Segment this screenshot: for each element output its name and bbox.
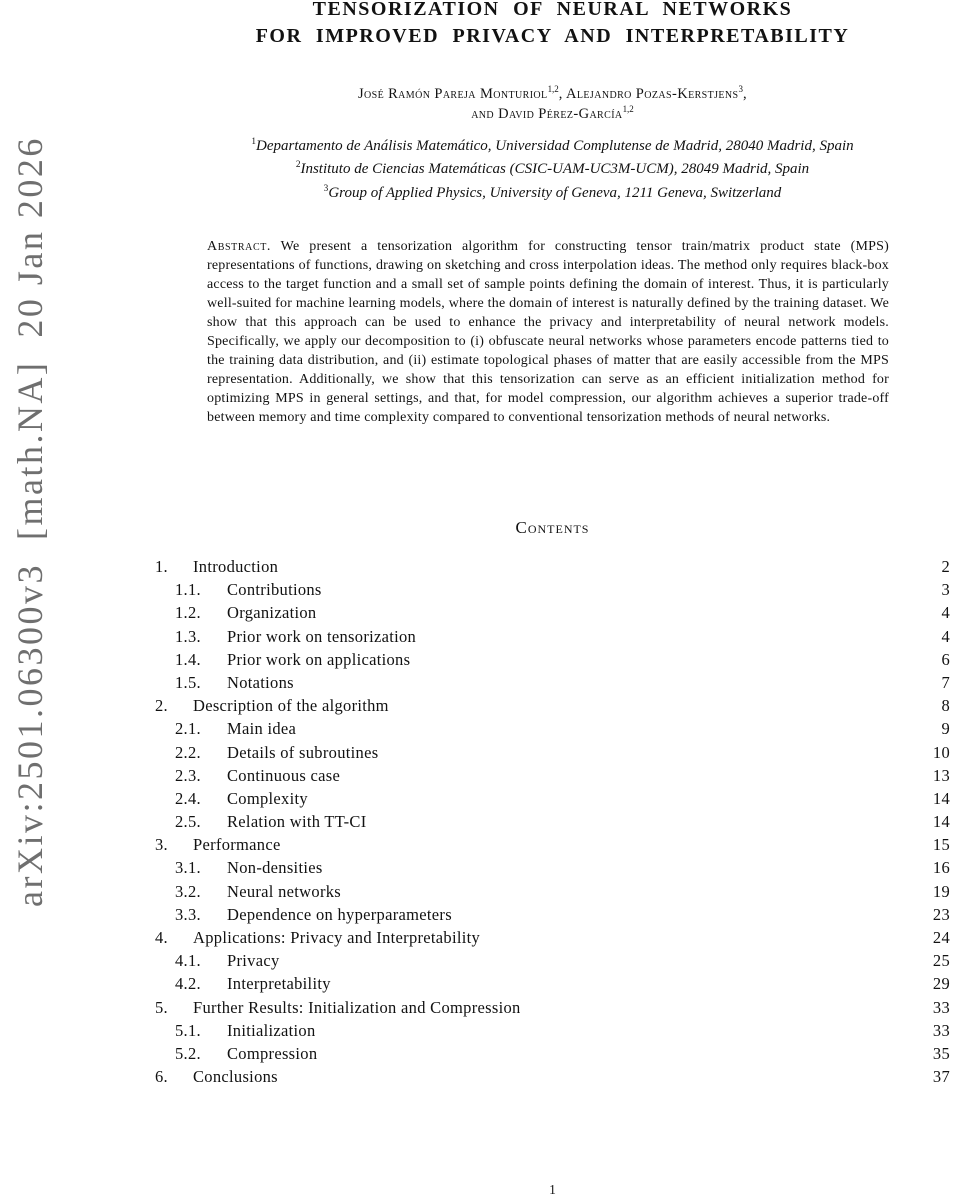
toc-entry-5-2: [155, 1042, 950, 1065]
toc-label: Non-densities: [227, 858, 323, 878]
affiliation-list: [130, 135, 956, 205]
toc-number: 2.2.: [175, 742, 201, 762]
affiliation-3-marker: 3: [323, 183, 329, 194]
toc-page: 24: [932, 928, 950, 947]
author-3: and David Pérez-García: [471, 106, 623, 122]
toc-number: 5.: [155, 997, 168, 1017]
toc-entry-1-1: [155, 578, 950, 601]
toc-label: Details of subroutines: [227, 742, 379, 762]
toc-label: Prior work on applications: [227, 649, 411, 669]
affiliation-2: [130, 158, 956, 181]
toc-entry-6: [155, 1065, 950, 1088]
abstract-text: We present a tensorization algorithm for constructing tensor train/matrix product state (MPS) representations of functions, drawing on sketching and cross interpolation ideas. The method only requires black-box access to the target function and a small set of sample points defining the domain of interest. Thus, it is particularly well-suited for machine learning models, where the domain of interest is naturally defined by the training dataset. We show that this approach can be used to enhance the privacy and interpretability of neural network models. Specifically, we apply our decomposition to (i) obfuscate neural networks whose parameters encode patterns tied to the training data distribution, and (ii) estimate topological phases of matter that are easily accessible from the MPS representation. Additionally, we show that this tensorization can serve as an efficient initialization method for optimizing MPS in general settings, and that, for model compression, our algorithm achieves a superior trade-off between memory and time complexity compared to conventional tensorization methods of neural networks.: [207, 239, 889, 425]
toc-number: 3.1.: [175, 858, 201, 878]
toc-page: 6: [941, 649, 950, 669]
author-2: Alejandro Pozas-Kerstjens: [566, 86, 739, 102]
toc-number: 1.4.: [175, 649, 201, 669]
table-of-contents: [155, 555, 950, 1088]
toc-label: Description of the algorithm: [193, 696, 389, 716]
title-line-1: TENSORIZATION OF NEURAL NETWORKS: [312, 0, 793, 20]
toc-label: Compression: [227, 1043, 318, 1063]
toc-number: 3.3.: [175, 904, 201, 924]
contents-heading: Contents: [515, 518, 590, 537]
toc-page: 33: [932, 1020, 950, 1040]
toc-label: Applications: Privacy and Interpretability: [193, 928, 481, 947]
toc-entry-1-5: [155, 671, 950, 694]
toc-label: Privacy: [227, 951, 280, 971]
toc-number: 4.1.: [175, 951, 201, 971]
toc-number: 3.2.: [175, 881, 201, 901]
toc-page: 16: [932, 858, 950, 878]
toc-page: 4: [941, 626, 950, 646]
affiliation-1-text: Departamento de Análisis Matemático, Universidad Complutense de Madrid, 28040 Madrid, Spain: [256, 138, 854, 154]
toc-page: 4: [941, 603, 950, 623]
author-list: [155, 84, 950, 124]
toc-entry-4-1: [155, 949, 950, 972]
toc-page: 9: [941, 719, 950, 739]
toc-label: Interpretability: [227, 974, 331, 994]
toc-number: 2.5.: [175, 812, 201, 832]
toc-page: 7: [941, 672, 950, 692]
toc-entry-4-2: [155, 972, 950, 995]
toc-label: Organization: [227, 603, 317, 623]
author-2-affil-marker: 3: [738, 84, 744, 95]
toc-page: 13: [932, 765, 950, 785]
toc-number: 2.: [155, 696, 168, 716]
toc-label: Relation with TT-CI: [227, 812, 367, 832]
toc-entry-1: [155, 555, 950, 578]
toc-label: Contributions: [227, 580, 322, 600]
affiliation-1: [130, 135, 956, 158]
toc-page: 10: [932, 742, 950, 762]
affiliation-3: [130, 182, 956, 205]
toc-entry-2-5: [155, 810, 950, 833]
toc-number: 2.1.: [175, 719, 201, 739]
toc-entry-3-2: [155, 880, 950, 903]
author-3-affil-marker: 1,2: [622, 104, 634, 115]
toc-page: 14: [932, 788, 950, 808]
toc-number: 2.3.: [175, 765, 201, 785]
toc-number: 1.3.: [175, 626, 201, 646]
toc-label: Introduction: [193, 557, 279, 576]
arxiv-watermark: arXiv:2501.06300v3 [math.NA] 20 Jan 2026: [10, 136, 50, 907]
affiliation-3-text: Group of Applied Physics, University of Geneva, 1211 Geneva, Switzerland: [328, 184, 782, 201]
affiliation-2-text: Instituto de Ciencias Matemáticas (CSIC-UAM-UC3M-UCM), 28049 Madrid, Spain: [300, 161, 810, 178]
toc-page: 37: [932, 1067, 950, 1087]
toc-entry-2-4: [155, 787, 950, 810]
toc-label: Performance: [193, 835, 281, 855]
toc-entry-2: [155, 694, 950, 717]
abstract: [207, 237, 889, 427]
affiliation-1-marker: 1: [251, 137, 257, 147]
page-number: 1: [549, 1182, 556, 1197]
author-separator: ,: [743, 86, 748, 102]
toc-number: 5.1.: [175, 1020, 201, 1040]
toc-page: 23: [932, 904, 950, 924]
author-1-affil-marker: 1,2: [547, 84, 559, 95]
toc-label: Continuous case: [227, 765, 341, 785]
title-line-2: FOR IMPROVED PRIVACY AND INTERPRETABILITY: [255, 25, 850, 47]
author-1: José Ramón Pareja Monturiol: [357, 86, 548, 102]
toc-label: Initialization: [227, 1020, 316, 1040]
toc-entry-5: [155, 996, 950, 1019]
toc-label: Complexity: [227, 788, 308, 808]
toc-entry-3-1: [155, 856, 950, 879]
toc-page: 29: [932, 974, 950, 994]
toc-number: 1.5.: [175, 672, 201, 692]
toc-label: Prior work on tensorization: [227, 626, 417, 646]
toc-entry-5-1: [155, 1019, 950, 1042]
authors-line-2: [155, 104, 950, 124]
toc-entry-2-1: [155, 717, 950, 740]
toc-number: 1.: [155, 557, 168, 576]
toc-number: 3.: [155, 835, 168, 855]
toc-number: 1.2.: [175, 603, 201, 623]
toc-number: 6.: [155, 1067, 168, 1087]
toc-label: Neural networks: [227, 881, 342, 901]
toc-number: 1.1.: [175, 580, 201, 600]
toc-entry-3-3: [155, 903, 950, 926]
toc-entry-4: [155, 926, 950, 949]
toc-page: 33: [932, 997, 950, 1017]
toc-entry-3: [155, 833, 950, 856]
toc-label: Dependence on hyperparameters: [227, 904, 452, 924]
toc-number: 4.2.: [175, 974, 201, 994]
toc-entry-2-3: [155, 764, 950, 787]
toc-number: 2.4.: [175, 788, 201, 808]
author-separator: ,: [558, 86, 567, 102]
toc-number: 4.: [155, 928, 168, 947]
toc-label: Main idea: [227, 719, 297, 739]
toc-label: Conclusions: [193, 1067, 278, 1087]
toc-label: Further Results: Initialization and Compression: [193, 997, 521, 1017]
toc-number: 5.2.: [175, 1043, 201, 1063]
toc-entry-1-3: [155, 625, 950, 648]
toc-entry-1-2: [155, 601, 950, 624]
toc-label: Notations: [227, 672, 294, 692]
toc-page: 15: [932, 835, 950, 855]
authors-line-1: [155, 84, 950, 104]
affiliation-2-marker: 2: [295, 160, 301, 171]
toc-page: 25: [932, 951, 950, 971]
abstract-label: Abstract.: [207, 239, 272, 254]
toc-entry-1-4: [155, 648, 950, 671]
toc-page: 8: [941, 696, 950, 716]
toc-page: 14: [932, 812, 950, 832]
toc-page: 3: [941, 580, 950, 600]
toc-page: 2: [941, 557, 950, 576]
toc-page: 35: [932, 1043, 950, 1063]
paper-title: [155, 0, 950, 50]
toc-page: 19: [932, 881, 950, 901]
toc-entry-2-2: [155, 741, 950, 764]
